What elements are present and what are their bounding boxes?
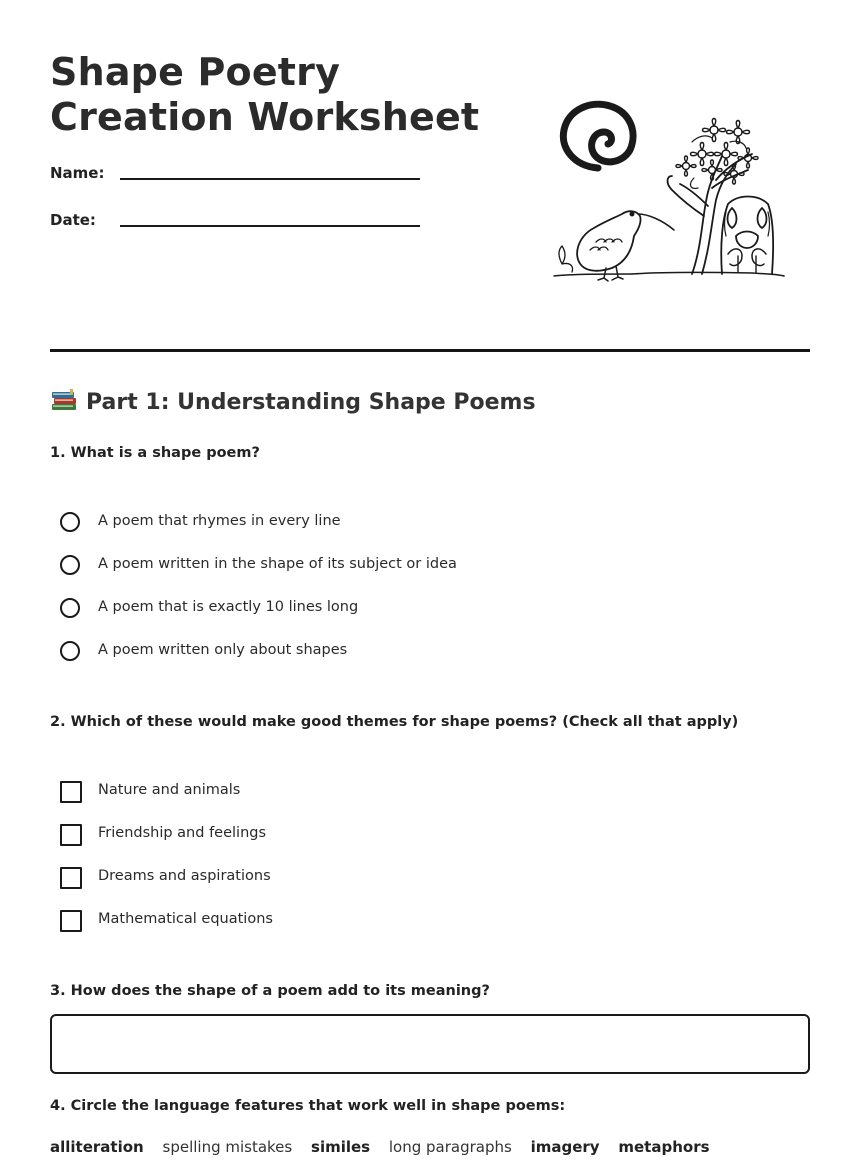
checkbox[interactable] [60, 867, 82, 889]
question-1-text: 1. What is a shape poem? [50, 445, 260, 461]
header-divider [50, 349, 810, 352]
language-features-list [50, 1138, 724, 1156]
kiwi-tree-carving-illustration [552, 96, 790, 286]
carving-icon [721, 197, 773, 275]
q2-option-2[interactable] [60, 823, 760, 849]
option-label: A poem written only about shapes [98, 642, 348, 658]
q2-option-1[interactable] [60, 780, 760, 806]
radio-button[interactable] [60, 598, 80, 618]
option-label: Dreams and aspirations [98, 868, 271, 884]
feature-spelling-mistakes[interactable]: spelling mistakes [162, 1138, 293, 1156]
option-label: Friendship and feelings [98, 825, 267, 841]
koru-spiral-icon [563, 104, 633, 168]
name-input-line[interactable] [120, 178, 420, 180]
name-label: Name: [50, 164, 105, 182]
part1-heading [50, 388, 536, 415]
feature-long-paragraphs[interactable]: long paragraphs [388, 1138, 512, 1156]
checkbox[interactable] [60, 824, 82, 846]
option-label: A poem that is exactly 10 lines long [98, 599, 359, 615]
q1-option-1[interactable] [60, 511, 760, 537]
books-emoji-icon [50, 388, 78, 412]
name-field-row [50, 164, 420, 188]
checkbox[interactable] [60, 781, 82, 803]
q2-option-3[interactable] [60, 866, 760, 892]
option-label: Mathematical equations [98, 911, 273, 927]
radio-button[interactable] [60, 512, 80, 532]
feature-imagery[interactable]: imagery [530, 1138, 600, 1156]
answer-textbox[interactable] [50, 1014, 810, 1074]
radio-button[interactable] [60, 555, 80, 575]
question-4-text: 4. Circle the language features that work well in shape poems: [50, 1098, 566, 1114]
option-label: A poem that rhymes in every line [98, 513, 341, 529]
radio-button[interactable] [60, 641, 80, 661]
q1-option-3[interactable] [60, 597, 760, 623]
date-label: Date: [50, 211, 96, 229]
date-field-row [50, 211, 420, 235]
date-input-line[interactable] [120, 225, 420, 227]
question-2-text: 2. Which of these would make good themes for shape poems? (Check all that apply) [50, 714, 739, 730]
question-3-text: 3. How does the shape of a poem add to its meaning? [50, 983, 490, 999]
q2-option-4[interactable] [60, 909, 760, 935]
q1-option-2[interactable] [60, 554, 760, 580]
kiwi-bird-icon [559, 211, 674, 281]
part1-title: Part 1: Understanding Shape Poems [86, 390, 536, 415]
feature-metaphors[interactable]: metaphors [618, 1138, 710, 1156]
option-label: Nature and animals [98, 782, 241, 798]
q1-option-4[interactable] [60, 640, 760, 666]
worksheet-title: Shape Poetry Creation Worksheet [50, 50, 480, 139]
feature-similes[interactable]: similes [311, 1138, 371, 1156]
feature-alliteration[interactable]: alliteration [50, 1138, 144, 1156]
option-label: A poem written in the shape of its subject or idea [98, 556, 457, 572]
checkbox[interactable] [60, 910, 82, 932]
